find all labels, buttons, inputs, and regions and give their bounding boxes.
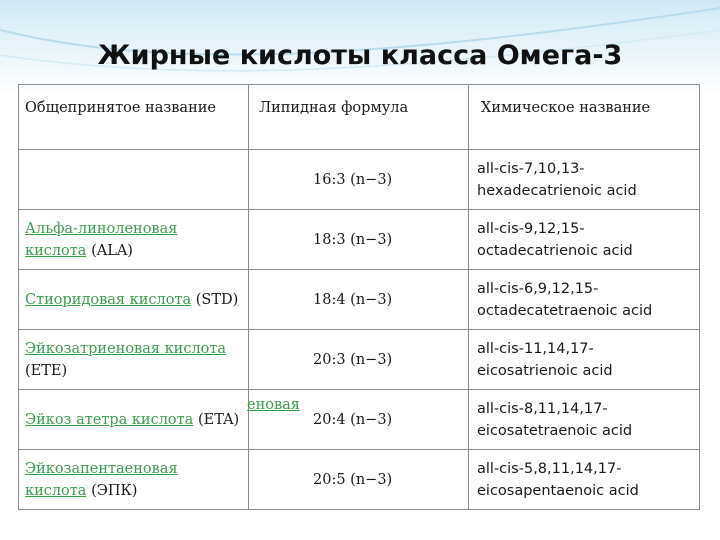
acid-link[interactable]: Эйкозатриеновая кислота [25, 340, 227, 357]
acid-link[interactable]: Альфа-линоленовая кислота [25, 220, 178, 259]
table-row [19, 450, 700, 510]
col-common-name: Общепринятое название [19, 85, 249, 150]
formula-cell: 16:3 (n−3) [249, 150, 469, 210]
table-header-row [19, 85, 700, 150]
overflow-link-fragment[interactable]: еновая [247, 397, 300, 413]
table-row [19, 150, 700, 210]
formula-cell: 18:3 (n−3) [249, 210, 469, 270]
table-row [19, 210, 700, 270]
name-cell [19, 390, 249, 450]
chem-cell: all-cis-7,10,13-hexadecatrienoic acid [469, 150, 700, 210]
name-cell [19, 270, 249, 330]
name-cell [19, 330, 249, 390]
name-cell [19, 150, 249, 210]
col-chemical-name: Химическое название [469, 85, 700, 150]
table-row [19, 390, 700, 450]
col-lipid-formula: Липидная формула [249, 85, 469, 150]
formula-cell: 20:4 (n−3) [249, 390, 469, 450]
acid-abbr: (ALA) [86, 242, 133, 259]
chem-cell: all-cis-11,14,17-eicosatrienoic acid [469, 330, 700, 390]
omega3-table [18, 84, 700, 510]
chem-cell: all-cis-6,9,12,15-octadecatetraenoic acid [469, 270, 700, 330]
page-title: Жирные кислоты класса Омега-3 [97, 40, 623, 71]
acid-abbr: (ЭПК) [86, 482, 138, 499]
acid-link[interactable]: Стиоридовая кислота [25, 291, 192, 308]
formula-cell: 18:4 (n−3) [249, 270, 469, 330]
table-row [19, 330, 700, 390]
acid-link[interactable]: Эйкоз атетра кислота [25, 411, 194, 428]
chem-cell: all-cis-8,11,14,17-eicosatetraenoic acid [469, 390, 700, 450]
acid-abbr: (ETA) [193, 411, 240, 428]
acid-abbr: (STD) [191, 291, 239, 308]
name-cell [19, 210, 249, 270]
acid-link[interactable]: Эйкозапентаеновая кислота [25, 460, 178, 499]
chem-cell: all-cis-5,8,11,14,17-eicosapentaenoic acid [469, 450, 700, 510]
table-row [19, 270, 700, 330]
acid-abbr: (ETE) [25, 362, 68, 379]
formula-cell: 20:3 (n−3) [249, 330, 469, 390]
chem-cell: all-cis-9,12,15-octadecatrienoic acid [469, 210, 700, 270]
formula-cell: 20:5 (n−3) [249, 450, 469, 510]
name-cell [19, 450, 249, 510]
